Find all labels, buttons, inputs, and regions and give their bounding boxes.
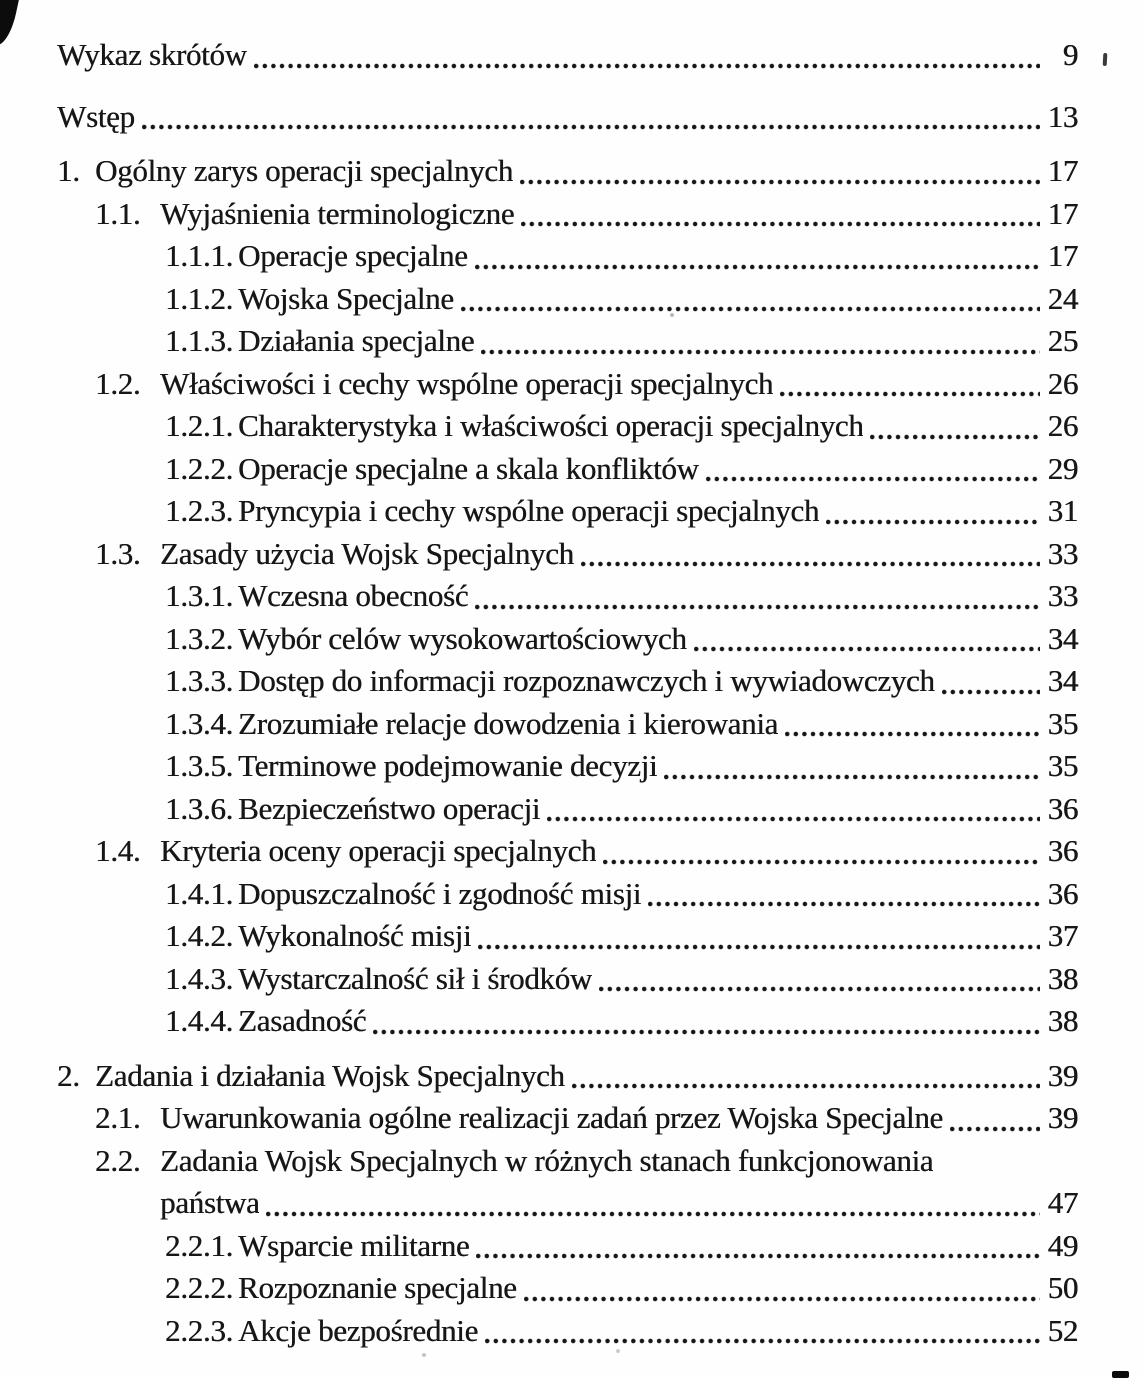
toc-entry xyxy=(0,618,1142,661)
toc-entry-title: Pryncypia i cechy wspólne operacji specjalnych xyxy=(238,493,820,528)
toc-entry-number: 1.3.2. xyxy=(165,620,233,656)
toc-entry-number: 2.2.2. xyxy=(165,1270,233,1305)
toc-entry-number: 1.4.1. xyxy=(165,875,233,911)
toc-entry-number: 1.2. xyxy=(95,365,141,401)
toc-entry xyxy=(0,533,1142,576)
dot-leader xyxy=(142,124,1040,130)
toc-entry xyxy=(0,830,1142,873)
dot-leader xyxy=(664,774,1040,780)
toc-entry-title: Wykaz skrótów xyxy=(57,37,247,72)
toc-entry-title: Rozpoznanie specjalne xyxy=(238,1270,517,1305)
toc-entry xyxy=(0,1097,1142,1140)
dot-leader xyxy=(826,519,1040,525)
toc-entry xyxy=(0,235,1142,278)
toc-entry-number: 1.3.5. xyxy=(165,748,233,783)
toc-entry-title: Wystarczalność sił i środków xyxy=(238,960,592,996)
toc-entry-title: państwa xyxy=(160,1185,260,1220)
toc-entry xyxy=(0,1140,1142,1183)
toc-entry-title: Właściwości i cechy wspólne operacji specjalnych xyxy=(160,365,774,401)
toc-entry-number: 1.2.3. xyxy=(165,493,233,528)
dot-leader xyxy=(572,1083,1040,1089)
dot-leader xyxy=(547,816,1040,822)
toc-entry-number: 1.4.4. xyxy=(165,1003,233,1038)
toc-entry-page: 39 xyxy=(1047,1100,1078,1135)
toc-entry xyxy=(0,405,1142,448)
toc-entry xyxy=(0,873,1142,916)
toc-entry-title: Dostęp do informacji rozpoznawczych i wywiadowczych xyxy=(238,663,935,698)
toc-entry xyxy=(0,363,1142,406)
toc-entry xyxy=(0,490,1142,533)
toc-entry-page: 31 xyxy=(1047,493,1078,528)
toc-entry-page: 36 xyxy=(1047,875,1078,911)
dot-leader xyxy=(706,476,1040,482)
toc-entry-page: 25 xyxy=(1047,323,1078,358)
dot-leader xyxy=(870,434,1040,440)
toc-entry xyxy=(0,1055,1142,1098)
toc-entry xyxy=(0,193,1142,236)
toc-entry xyxy=(0,575,1142,618)
toc-entry xyxy=(0,1310,1142,1353)
dot-leader xyxy=(603,859,1040,865)
toc-entry-number: 1.4.2. xyxy=(165,918,233,953)
toc-entry-page: 26 xyxy=(1047,365,1078,401)
toc-entry xyxy=(0,788,1142,831)
toc-entry-title: Zasadność xyxy=(238,1003,367,1038)
toc-entry-page: 34 xyxy=(1047,620,1078,656)
toc-entry-number: 1.3.1. xyxy=(165,578,233,613)
toc-entry-number: 2.1. xyxy=(95,1100,141,1135)
dot-leader xyxy=(254,63,1040,69)
toc-entry-title: Wczesna obecność xyxy=(238,578,469,613)
toc-entry-title: Akcje bezpośrednie xyxy=(238,1312,478,1348)
toc-entry xyxy=(0,320,1142,363)
toc-entry-number: 2. xyxy=(57,1057,80,1093)
toc-entry xyxy=(0,96,1142,139)
dot-leader xyxy=(475,604,1040,610)
dot-leader xyxy=(599,986,1040,992)
toc-entry-page: 36 xyxy=(1047,790,1078,826)
dot-leader xyxy=(520,179,1040,185)
dot-leader xyxy=(785,731,1040,737)
toc-entry-number: 1.4.3. xyxy=(165,960,233,996)
toc-entry-page: 26 xyxy=(1047,408,1078,443)
toc-entry-page: 36 xyxy=(1047,833,1078,868)
dot-leader xyxy=(581,561,1040,567)
toc-entry xyxy=(0,150,1142,193)
toc-entry-title: Działania specjalne xyxy=(238,323,475,358)
toc-entry-page: 34 xyxy=(1047,663,1078,698)
toc-entry xyxy=(0,278,1142,321)
toc-entry-page: 17 xyxy=(1047,153,1078,188)
toc-entry-number: 1.3.3. xyxy=(165,663,233,698)
dot-leader xyxy=(461,306,1040,312)
toc-entry-title: Wsparcie militarne xyxy=(238,1227,470,1263)
dot-leader xyxy=(648,901,1040,907)
dot-leader xyxy=(481,349,1040,355)
toc-entry-page: 49 xyxy=(1047,1227,1078,1263)
toc-entry-number: 1.3. xyxy=(95,535,141,571)
toc-entry xyxy=(0,1267,1142,1310)
toc-entry xyxy=(0,915,1142,958)
toc-entry-title: Wybór celów wysokowartościowych xyxy=(238,620,687,656)
toc-entry-title: Charakterystyka i właściwości operacji specjalnych xyxy=(238,408,864,443)
dot-leader xyxy=(780,391,1040,397)
toc-entry xyxy=(0,958,1142,1001)
toc-entry-title: Dopuszczalność i zgodność misji xyxy=(238,875,642,911)
toc-entry-number: 1.2.1. xyxy=(165,408,233,443)
dot-leader xyxy=(942,689,1040,695)
dot-leader xyxy=(266,1211,1040,1217)
toc-entry-page: 38 xyxy=(1047,960,1078,996)
toc-entry xyxy=(0,703,1142,746)
scan-artifact-corner-mark-icon xyxy=(1112,1371,1129,1378)
toc-entry-number: 1.1.1. xyxy=(165,238,233,273)
toc-entry-number: 1.1.3. xyxy=(165,323,233,358)
toc-entry-number: 1.1.2. xyxy=(165,280,233,316)
toc-entry-title: Wojska Specjalne xyxy=(238,280,454,316)
toc-list xyxy=(0,34,1142,1352)
toc-entry-number: 2.2.3. xyxy=(165,1312,233,1348)
toc-entry-title: Bezpieczeństwo operacji xyxy=(238,790,541,826)
toc-entry-page: 50 xyxy=(1047,1270,1078,1305)
dot-leader xyxy=(478,944,1040,950)
toc-entry-title: Wstęp xyxy=(57,98,135,134)
toc-entry-title: Terminowe podejmowanie decyzji xyxy=(238,748,658,783)
dot-leader xyxy=(475,264,1040,270)
toc-entry-title: Wyjaśnienia terminologiczne xyxy=(160,195,515,231)
toc-entry-number: 1.3.6. xyxy=(165,790,233,826)
toc-entry-page: 52 xyxy=(1047,1312,1078,1348)
toc-entry xyxy=(0,448,1142,491)
dot-leader xyxy=(373,1029,1040,1035)
dot-leader xyxy=(694,646,1040,652)
toc-entry-page: 37 xyxy=(1047,918,1078,953)
toc-entry-page: 17 xyxy=(1047,195,1078,231)
toc-entry-number: 1.2.2. xyxy=(165,450,233,486)
toc-entry-number: 1.1. xyxy=(95,195,141,231)
toc-entry xyxy=(0,34,1142,77)
toc-entry xyxy=(0,745,1142,788)
toc-entry-number: 2.2. xyxy=(95,1142,141,1178)
toc-entry-page: 33 xyxy=(1047,535,1078,571)
toc-entry xyxy=(0,1000,1142,1043)
toc-entry-page: 33 xyxy=(1047,578,1078,613)
toc-entry xyxy=(0,1225,1142,1268)
toc-entry-page: 29 xyxy=(1047,450,1078,486)
toc-entry-page: 39 xyxy=(1047,1057,1078,1093)
toc-entry-title: Operacje specjalne xyxy=(238,238,468,273)
toc-entry-page: 38 xyxy=(1047,1003,1078,1038)
toc-entry-number: 1. xyxy=(57,153,80,188)
toc-entry-title: Operacje specjalne a skala konfliktów xyxy=(238,450,699,486)
dot-leader xyxy=(485,1338,1040,1344)
toc-entry-title: Kryteria oceny operacji specjalnych xyxy=(160,833,597,868)
toc-entry-page: 35 xyxy=(1047,748,1078,783)
toc-entry-page: 9 xyxy=(1062,37,1078,72)
dot-leader xyxy=(950,1126,1040,1132)
toc-entry-number: 1.3.4. xyxy=(165,705,233,741)
toc-entry-page: 17 xyxy=(1047,238,1078,273)
toc-entry-number: 1.4. xyxy=(95,833,141,868)
toc-entry-title: Zadania i działania Wojsk Specjalnych xyxy=(95,1057,565,1093)
toc-entry-page: 13 xyxy=(1047,98,1078,134)
dot-leader xyxy=(521,221,1040,227)
dot-leader xyxy=(524,1296,1040,1302)
toc-entry-title: Uwarunkowania ogólne realizacji zadań przez Wojska Specjalne xyxy=(160,1100,943,1135)
toc-entry-number: 2.2.1. xyxy=(165,1227,233,1263)
toc-entry-title: Wykonalność misji xyxy=(238,918,472,953)
toc-entry xyxy=(0,660,1142,703)
dot-leader xyxy=(476,1253,1040,1259)
toc-entry-page: 35 xyxy=(1047,705,1078,741)
toc-entry-title: Zrozumiałe relacje dowodzenia i kierowania xyxy=(238,705,778,741)
toc-entry-title: Ogólny zarys operacji specjalnych xyxy=(95,153,513,188)
toc-entry-title: Zasady użycia Wojsk Specjalnych xyxy=(160,535,574,571)
toc-entry-page: 24 xyxy=(1047,280,1078,316)
toc-entry-page: 47 xyxy=(1047,1185,1078,1220)
toc-entry-title: Zadania Wojsk Specjalnych w różnych stanach funkcjonowania xyxy=(160,1142,934,1178)
toc-entry xyxy=(0,1182,1142,1225)
